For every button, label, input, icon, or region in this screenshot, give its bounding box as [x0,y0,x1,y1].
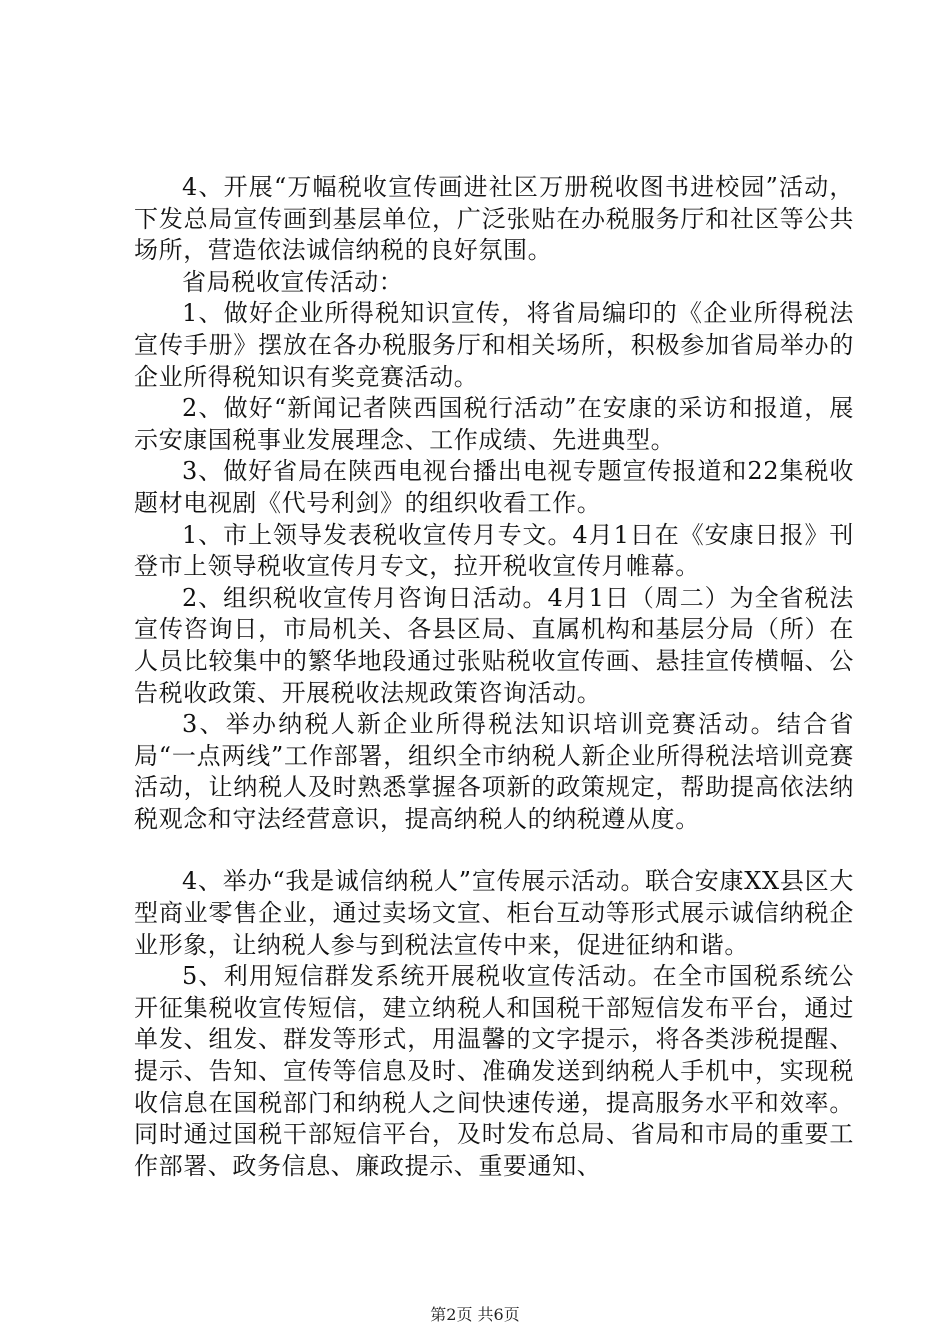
paragraph-3: 1、做好企业所得税知识宣传，将省局编印的《企业所得税法宣传手册》摆放在各办税服务厅和相关场所，积极参加省局举办的企业所得税知识有奖竞赛活动。 [134,299,854,391]
paragraph-8: 3、举办纳税人新企业所得税法知识培训竞赛活动。结合省局“一点两线”工作部署，组织全市纳税人新企业所得税法培训竞赛活动，让纳税人及时熟悉掌握各项新的政策规定，帮助提高依法纳税观念和守法经营意识，提高纳税人的纳税遵从度。 [134,710,854,833]
paragraph-9: 4、举办“我是诚信纳税人”宣传展示活动。联合安康XX县区大型商业零售企业，通过卖场文宣、柜台互动等形式展示诚信纳税企业形象，让纳税人参与到税法宣传中来，促进征纳和谐。 [134,867,854,959]
paragraph-7: 2、组织税收宣传月咨询日活动。4月1日（周二）为全省税法宣传咨询日，市局机关、各县区局、直属机构和基层分局（所）在人员比较集中的繁华地段通过张贴税收宣传画、悬挂宣传横幅、公告税收政策、开展税收法规政策咨询活动。 [134,583,854,707]
paragraph-2-heading: 省局税收宣传活动： [182,267,404,296]
paragraph-6: 1、市上领导发表税收宣传月专文。4月1日在《安康日报》刊登市上领导税收宣传月专文，拉开税收宣传月帷幕。 [134,520,854,581]
page-number-footer: 第2页 共6页 [430,1305,520,1324]
document-body [134,172,854,1182]
paragraph-1: 4、开展“万幅税收宣传画进社区万册税收图书进校园”活动，下发总局宣传画到基层单位，广泛张贴在办税服务厅和社区等公共场所，营造依法诚信纳税的良好氛围。 [134,173,854,265]
paragraph-4: 2、做好“新闻记者陕西国税行活动”在安康的采访和报道，展示安康国税事业发展理念、工作成绩、先进典型。 [134,394,854,454]
paragraph-10: 5、利用短信群发系统开展税收宣传活动。在全市国税系统公开征集税收宣传短信，建立纳税人和国税干部短信发布平台，通过单发、组发、群发等形式，用温馨的文字提示，将各类涉税提醒、提示、告知、宣传等信息及时、准确发送到纳税人手机中，实现税收信息在国税部门和纳税人之间快速传递，提高服务水平和效率。同时通过国税干部短信平台，及时发布总局、省局和市局的重要工作部署、政务信息、廉政提示、重要通知、 [134,962,854,1180]
paragraph-5: 3、做好省局在陕西电视台播出电视专题宣传报道和22集税收题材电视剧《代号利剑》的组织收看工作。 [134,457,854,517]
